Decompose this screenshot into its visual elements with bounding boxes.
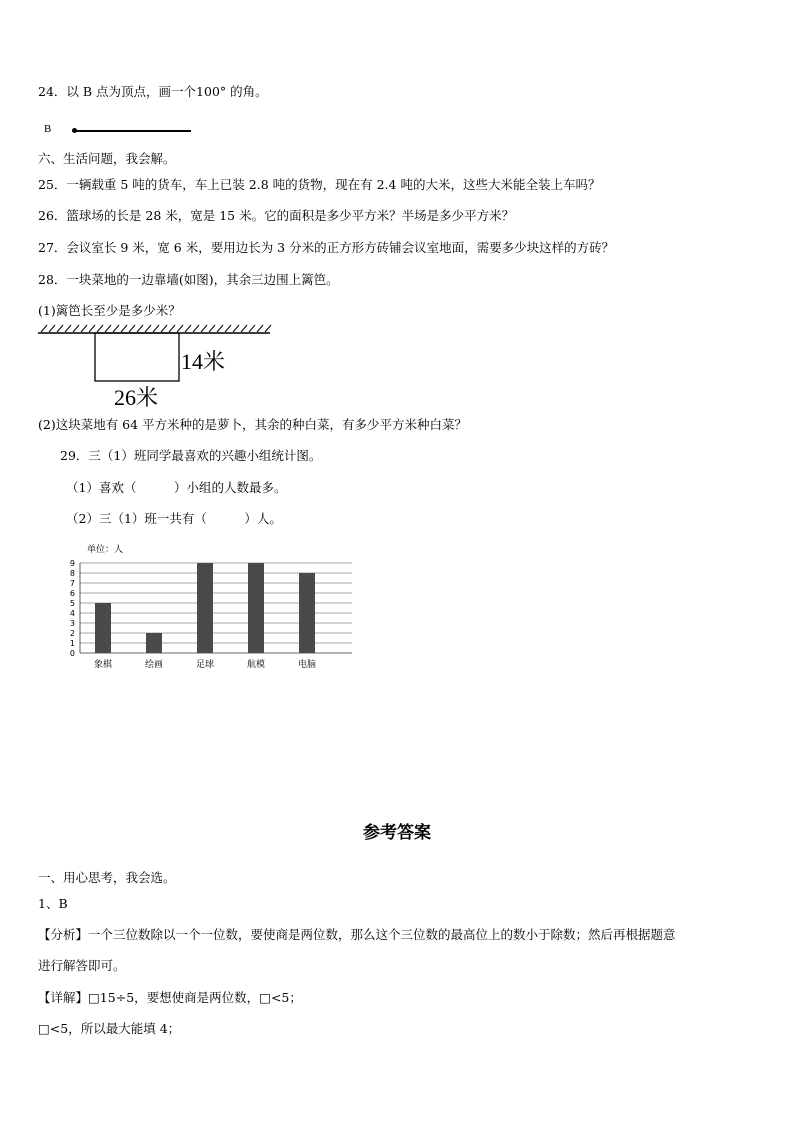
q28-part1: (1)篱笆长至少是多少米？: [38, 303, 181, 318]
x-category-label: 航模: [246, 660, 266, 670]
q28-text: 28．一块菜地的一边靠墙(如图)，其余三边围上篱笆。: [38, 272, 339, 287]
q29-part2: （2）三（1）班一共有（ ）人。: [66, 511, 282, 526]
y-tick-label: 4: [69, 609, 75, 618]
q28-part2: (2)这块菜地有 64 平方米种的是萝卜，其余的种白菜，有多少平方米种白菜？: [38, 417, 468, 432]
answers-section1: 一、用心思考，我会选。: [38, 870, 176, 885]
y-tick-label: 5: [69, 599, 75, 608]
q24-text: 24．以 B 点为顶点，画一个100° 的角。: [38, 84, 268, 99]
detail-line-2: □<5，所以最大能填 4；: [38, 1021, 181, 1036]
x-category-label: 绘画: [144, 660, 164, 670]
x-category-label: 象棋: [93, 660, 113, 670]
ray-line: [73, 130, 191, 132]
bar-5: [299, 573, 315, 653]
y-tick-label: 3: [69, 619, 75, 628]
analysis-line-2: 进行解答即可。: [38, 958, 126, 973]
answer-1: 1、B: [38, 896, 68, 911]
chart-unit-label: 单位：人: [87, 545, 124, 555]
bar-1: [95, 603, 111, 653]
section-6-heading: 六、生活问题，我会解。: [38, 151, 176, 166]
interest-group-bar-chart: [66, 540, 366, 675]
q27-text: 27．会议室长 9 米，宽 6 米，要用边长为 3 分米的正方形方砖铺会议室地面，需要多少块这样的方砖？: [38, 240, 615, 255]
garden-diagram: [38, 322, 278, 412]
answers-title: 参考答案: [363, 823, 431, 843]
bar-3: [197, 563, 213, 653]
q25-text: 25．一辆载重 5 吨的货车，车上已装 2.8 吨的货物，现在有 2.4 吨的大米，这些大米能全装上车吗？: [38, 177, 601, 192]
bar-2: [146, 633, 162, 653]
y-tick-label: 0: [69, 649, 75, 658]
y-tick-label: 9: [69, 559, 75, 568]
y-tick-label: 1: [69, 639, 75, 648]
detail-line-1: 【详解】□15÷5，要想使商是两位数，□<5；: [38, 990, 302, 1005]
width-label: 14米: [181, 349, 226, 374]
q29-part1: （1）喜欢（ ）小组的人数最多。: [66, 480, 287, 495]
y-tick-label: 7: [69, 579, 75, 588]
y-tick-label: 6: [69, 589, 75, 598]
y-tick-label: 2: [69, 629, 75, 638]
q26-text: 26．篮球场的长是 28 米，宽是 15 米。它的面积是多少平方米？半场是多少平方米？: [38, 208, 515, 223]
x-category-label: 电脑: [297, 660, 317, 670]
length-label: 26米: [114, 385, 159, 410]
garden-rectangle: [95, 333, 179, 381]
y-tick-label: 8: [69, 569, 75, 578]
x-category-label: 足球: [195, 660, 215, 670]
point-b-label: B: [44, 123, 52, 135]
bar-4: [248, 563, 264, 653]
q29-text: 29．三（1）班同学最喜欢的兴趣小组统计图。: [60, 448, 322, 463]
analysis-line-1: 【分析】一个三位数除以一个一位数，要使商是两位数，那么这个三位数的最高位上的数小于除数；然后再根据题意: [38, 927, 676, 942]
